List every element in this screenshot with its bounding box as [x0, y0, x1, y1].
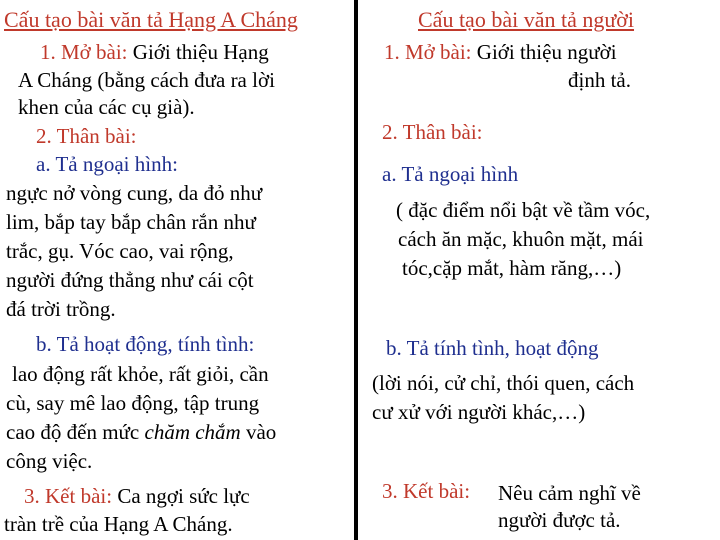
left-hoat-dong-line-3a: cao độ đến mức: [6, 420, 145, 444]
right-title: Cấu tạo bài văn tả người: [418, 7, 635, 32]
left-hoat-dong-line-3b: chăm chắm: [144, 420, 241, 444]
left-mo-bai-text-3: khen của các cụ già).: [18, 95, 195, 119]
left-ket-bai-text-1: Ca ngợi sức lực: [112, 484, 250, 508]
left-mo-bai-text-1: Giới thiệu Hạng: [127, 40, 269, 64]
left-hoat-dong-line-4: công việc.: [6, 449, 93, 473]
right-mo-bai-text-1: Giới thiệu người: [471, 40, 617, 64]
left-ngoai-hinh-line-4: người đứng thẳng như cái cột: [6, 268, 254, 292]
right-tinh-tinh-line-1: (lời nói, cử chỉ, thói quen, cách: [372, 371, 635, 395]
right-ngoai-hinh-label: a. Tả ngoại hình: [382, 162, 519, 186]
left-hoat-dong-label: b. Tả hoạt động, tính tình:: [36, 332, 255, 356]
right-ngoai-hinh-line-3: tóc,cặp mắt, hàm răng,…): [402, 256, 622, 280]
column-divider: [354, 0, 358, 540]
left-hoat-dong-line-1: lao động rất khỏe, rất giỏi, cần: [12, 362, 269, 386]
right-ngoai-hinh-line-1: ( đặc điểm nổi bật về tầm vóc,: [396, 198, 651, 222]
left-ngoai-hinh-line-3: trắc, gụ. Vóc cao, vai rộng,: [6, 239, 234, 263]
left-than-bai-label: 2. Thân bài:: [36, 124, 137, 148]
left-ket-bai-label: 3. Kết bài:: [24, 484, 113, 508]
left-hoat-dong-line-2: cù, say mê lao động, tập trung: [6, 391, 260, 415]
left-hoat-dong-line-3c: vào: [240, 420, 277, 444]
right-mo-bai-label: 1. Mở bài:: [384, 40, 472, 64]
right-mo-bai: [384, 40, 617, 64]
left-ngoai-hinh-line-5: đá trời trồng.: [6, 297, 116, 321]
right-ket-bai-label: 3. Kết bài:: [382, 479, 471, 503]
right-ngoai-hinh-line-2: cách ăn mặc, khuôn mặt, mái: [398, 227, 644, 251]
right-tinh-tinh-line-2: cư xử với người khác,…): [372, 400, 586, 424]
left-ket-bai: [24, 484, 250, 508]
left-mo-bai: [40, 40, 269, 64]
left-ket-bai-text-2: tràn trề của Hạng A Cháng.: [4, 512, 233, 536]
right-ket-bai-text-1: Nêu cảm nghĩ về: [498, 481, 641, 505]
left-ngoai-hinh-line-1: ngực nở vòng cung, da đỏ như: [6, 181, 263, 205]
left-hoat-dong-line-3: [6, 420, 276, 444]
left-ngoai-hinh-line-2: lim, bắp tay bắp chân rắn như: [6, 210, 256, 234]
right-tinh-tinh-label: b. Tả tính tình, hoạt động: [386, 336, 599, 360]
left-title: Cấu tạo bài văn tả Hạng A Cháng: [4, 7, 298, 32]
right-than-bai-label: 2. Thân bài:: [382, 120, 483, 144]
right-mo-bai-text-2: định tả.: [568, 68, 631, 92]
left-mo-bai-text-2: A Cháng (bằng cách đưa ra lời: [18, 68, 275, 92]
right-ket-bai-text-2: người được tả.: [498, 508, 621, 532]
left-ngoai-hinh-label: a. Tả ngoại hình:: [36, 152, 178, 176]
left-mo-bai-label: 1. Mở bài:: [40, 40, 128, 64]
